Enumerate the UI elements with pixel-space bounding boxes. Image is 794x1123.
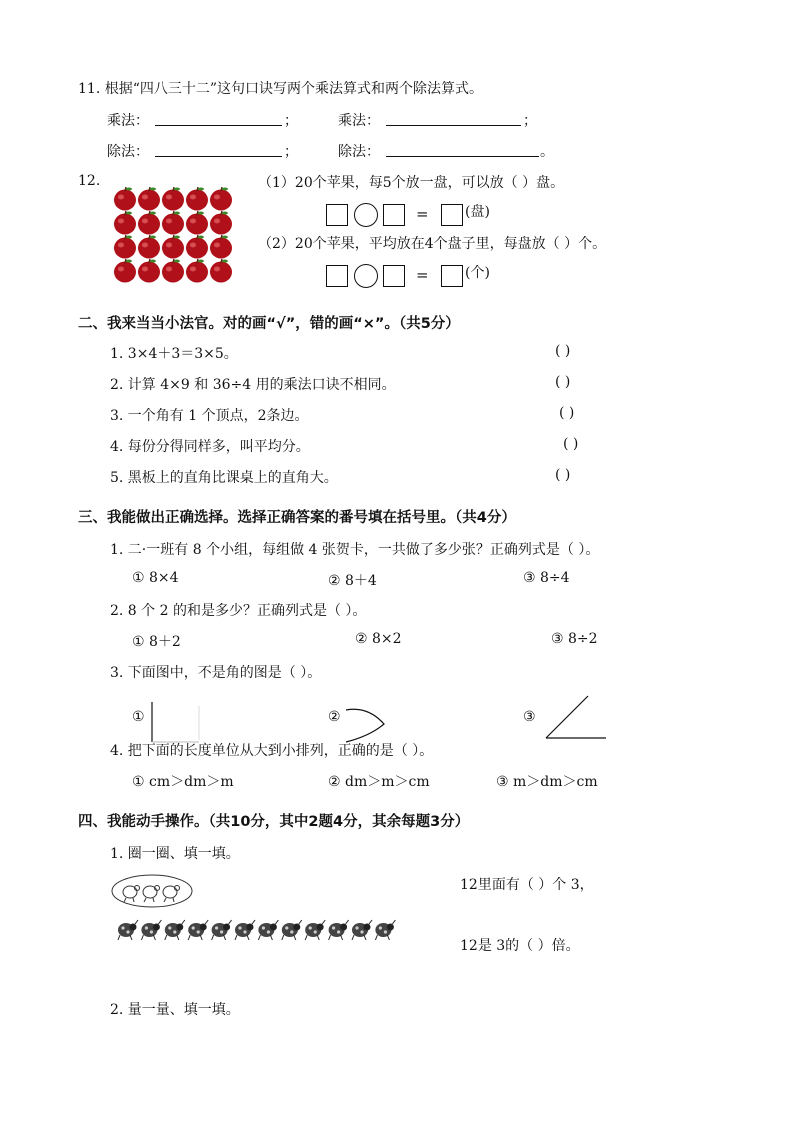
s4-q1-fill-1[interactable]: 12里面有（ ）个 3， (460, 877, 594, 893)
q12-eq1-result[interactable] (441, 204, 463, 226)
s4-q1-fill-2[interactable]: 12是 3的（ ）倍。 (460, 938, 580, 954)
s2-item-4: 4. 每份分得同样多，叫平均分。 (110, 439, 310, 455)
apple-icon (186, 259, 208, 283)
apple-icon (162, 211, 184, 235)
apple-icon (210, 211, 232, 235)
q11-mul-answer-2[interactable] (386, 125, 521, 126)
q12-eq2-result[interactable] (441, 265, 463, 287)
s3-q3-text: 3. 下面图中，不是角的图是（ ）。 (110, 665, 322, 681)
q12-unit1: (盘) (465, 204, 490, 220)
apple-icon (210, 235, 232, 259)
q11-mul-label-2: 乘法： (338, 113, 380, 129)
s3-q4-option-3[interactable]: ③ m＞dm＞cm (496, 774, 598, 790)
ladybug-icon (258, 920, 278, 940)
s3-q4-option-2[interactable]: ② dm＞m＞cm (328, 774, 430, 790)
ladybug-icon (235, 920, 255, 940)
s2-item-1: 1. 3×4＋3＝3×5。 (110, 346, 238, 362)
ladybug-icon (165, 920, 185, 940)
q12-eq1-box2[interactable] (383, 204, 405, 226)
apple-icon (186, 235, 208, 259)
apple-icon (138, 259, 160, 283)
section3-title: 三、我能做出正确选择。选择正确答案的番号填在括号里。（共4分） (78, 510, 516, 526)
s2-paren-1[interactable]: ( ) (555, 343, 571, 359)
q11-sep-3: ； (284, 144, 298, 160)
s2-item-5: 5. 黑板上的直角比课桌上的直角大。 (110, 470, 338, 486)
ladybug-icon (329, 920, 349, 940)
q11-end: 。 (540, 144, 554, 160)
ladybug-icon (188, 920, 208, 940)
section2-title: 二、我来当当小法官。对的画“√”，错的画“×”。（共5分） (78, 316, 460, 332)
s4-q1-text: 1. 圈一圈、填一填。 (110, 846, 240, 862)
s2-paren-4[interactable]: ( ) (563, 436, 579, 452)
q12-eq1-box1[interactable] (326, 204, 348, 226)
apple-icon (162, 235, 184, 259)
s2-item-3: 3. 一个角有 1 个顶点，2条边。 (110, 408, 309, 424)
s2-paren-2[interactable]: ( ) (555, 374, 571, 390)
q12-eq2-equals: = (416, 266, 429, 284)
angle-figure-2 (340, 700, 396, 744)
q11-mul-label-1: 乘法： (107, 113, 149, 129)
q12-eq2-box2[interactable] (383, 265, 405, 287)
apple-icon (114, 211, 136, 235)
q12-part1: （1）20个苹果，每5个放一盘，可以放（ ）盘。 (258, 175, 565, 191)
ladybug-icon (212, 920, 232, 940)
ladybug-icon (375, 920, 395, 940)
s3-q2-option-2[interactable]: ② 8×2 (355, 631, 402, 647)
s3-q4-text: 4. 把下面的长度单位从大到小排列，正确的是（ ）。 (110, 743, 434, 759)
apple-icon (162, 259, 184, 283)
bug-outline-icon (143, 886, 160, 903)
q12-eq1-op[interactable] (354, 203, 378, 227)
circled-bugs-image (110, 873, 194, 909)
q12-eq2-box1[interactable] (326, 265, 348, 287)
apple-icon (138, 187, 160, 211)
apple-icon (210, 259, 232, 283)
q11-div-label-1: 除法： (107, 144, 149, 160)
ladybug-icon (282, 920, 302, 940)
circle-outline (112, 875, 192, 907)
apple-icon (114, 187, 136, 211)
q11-text: 11. 根据“四八三十二”这句口诀写两个乘法算式和两个除法算式。 (78, 81, 484, 97)
s3-q1-option-1[interactable]: ① 8×4 (132, 570, 179, 586)
s3-q2-option-1[interactable]: ① 8＋2 (132, 634, 181, 650)
ladybugs-row-image (116, 915, 400, 943)
q12-unit2: (个) (465, 265, 490, 281)
s2-paren-5[interactable]: ( ) (555, 467, 571, 483)
s3-q1-option-3[interactable]: ③ 8÷4 (523, 570, 570, 586)
apple-icon (114, 259, 136, 283)
q11-sep-1: ； (284, 113, 298, 129)
apple-icon (210, 187, 232, 211)
q11-mul-answer-1[interactable] (155, 125, 282, 126)
bug-outline-icon (123, 886, 140, 903)
apple-icon (186, 187, 208, 211)
s4-q2-text: 2. 量一量、填一填。 (110, 1002, 240, 1018)
ladybug-icon (352, 920, 372, 940)
apple-icon (138, 211, 160, 235)
s3-q2-option-3[interactable]: ③ 8÷2 (551, 631, 598, 647)
q12-number: 12. (78, 173, 101, 189)
q12-eq1-equals: = (416, 205, 429, 223)
ladybug-icon (305, 920, 325, 940)
q11-div-answer-1[interactable] (155, 156, 282, 157)
angle-figure-1 (145, 700, 205, 744)
q11-sep-2: ； (523, 113, 537, 129)
s3-q4-option-1[interactable]: ① cm＞dm＞m (132, 774, 234, 790)
s3-q3-option-3[interactable]: ③ (523, 709, 536, 725)
q11-div-answer-2[interactable] (386, 156, 539, 157)
ladybug-icon (141, 920, 161, 940)
apple-icon (138, 235, 160, 259)
q12-part2: （2）20个苹果，平均放在4个盘子里，每盘放（ ）个。 (258, 236, 607, 252)
s2-item-2: 2. 计算 4×9 和 36÷4 用的乘法口诀不相同。 (110, 377, 396, 393)
section4-title: 四、我能动手操作。（共10分，其中2题4分，其余每题3分） (78, 814, 470, 830)
apples-image (113, 187, 233, 285)
s3-q3-option-2[interactable]: ② (328, 709, 341, 725)
apple-icon (162, 187, 184, 211)
s3-q3-option-1[interactable]: ① (132, 709, 145, 725)
q12-eq2-op[interactable] (354, 264, 378, 288)
ladybug-icon (118, 920, 138, 940)
bug-outline-icon (163, 886, 180, 903)
s3-q1-text: 1. 二·一班有 8 个小组，每组做 4 张贺卡，一共做了多少张？正确列式是（ ）。 (110, 542, 600, 558)
apple-icon (186, 211, 208, 235)
angle-figure-3 (540, 694, 610, 744)
s2-paren-3[interactable]: ( ) (559, 405, 575, 421)
s3-q1-option-2[interactable]: ② 8＋4 (328, 573, 377, 589)
s3-q2-text: 2. 8 个 2 的和是多少？正确列式是（ ）。 (110, 603, 367, 619)
q11-div-label-2: 除法： (338, 144, 380, 160)
apple-icon (114, 235, 136, 259)
